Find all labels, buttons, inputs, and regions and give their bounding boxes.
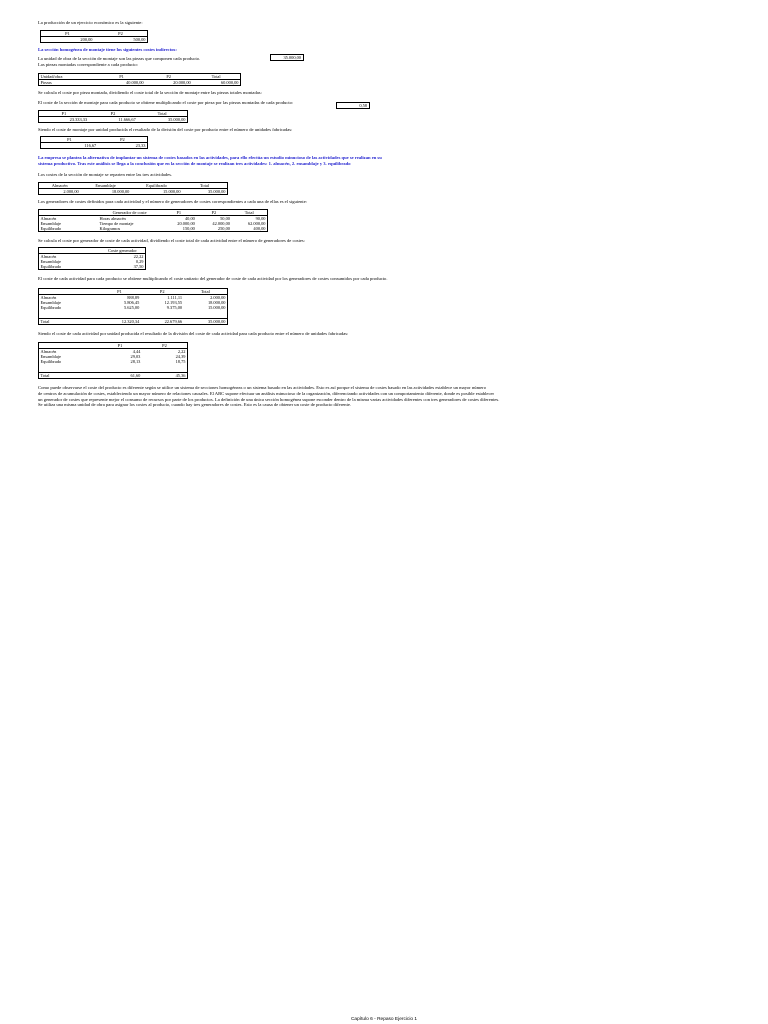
production-p1: 200,00 <box>80 36 93 42</box>
activities-header-total: Total <box>182 182 227 188</box>
activities-header-balancing: Equilibrado <box>131 182 182 188</box>
drivers-header-p2: P2 <box>196 209 231 215</box>
driver-cost-label: Ensamblaje <box>40 259 61 265</box>
abc-unit-header-p2: P2 <box>142 343 188 349</box>
activities-balancing: 15.000,00 <box>162 188 181 194</box>
drivers-text: Los generadores de costes definidos para cada actividad y el número de generadores de costes correspondientes a cada una de ellas es el siguiente: <box>38 198 308 204</box>
activity-product-total-p2: 22.679,66 <box>164 318 183 324</box>
unit-cost-header-p1: P1 <box>41 137 98 143</box>
abc-unit-total-p1: 61,60 <box>130 373 141 379</box>
unit-of-work-line2: Las piezas montadas correspondiente a cada producto: <box>38 61 139 67</box>
production-table <box>40 30 148 43</box>
activities-header-storage: Almacén <box>39 182 81 188</box>
abc-unit-total-label: Total <box>40 373 50 379</box>
unit-cost-table <box>40 136 148 149</box>
pieces-header-p1: P1 <box>98 74 145 80</box>
rate-text: Se calcula el coste por pieza montada, dividiendo el coste total de la sección de montaje entre las piezas totales montadas: <box>38 90 262 96</box>
pieces-header-unit: Unidad/obra <box>39 74 99 80</box>
unit-cost-text: Siendo el coste de montaje por unidad producida el resultado de la división del coste por producto entre el número de unidades fabricadas: <box>38 126 293 132</box>
activity-product-label: Almacén <box>40 294 57 300</box>
activities-header-assembly: Ensamblaje <box>80 182 131 188</box>
activity-product-label: Equilibrado <box>40 304 62 310</box>
product-cost-p1: 23.333,33 <box>69 116 88 122</box>
activities-assembly: 18.000,00 <box>111 188 130 194</box>
pieces-p2: 20.000,00 <box>173 80 191 86</box>
drivers-row-p2: 50,00 <box>220 215 230 221</box>
table-row <box>39 226 268 232</box>
production-p2: 500,00 <box>133 36 146 42</box>
activity-product-total-label: Total <box>40 318 50 324</box>
driver-cost-label: Equilibrado <box>40 264 62 270</box>
driver-cost-header: Coste generador <box>100 248 146 254</box>
drivers-row-p1: 150,00 <box>182 225 195 231</box>
abc-unit-table <box>38 342 188 379</box>
product-cost-header-p1: P1 <box>39 110 89 116</box>
section-title: La sección homogénea de montaje tiene los siguientes costes indirectos: <box>38 46 177 52</box>
split-text: Los costes de la sección de montaje se reparten entre las tres actividades. <box>38 172 173 178</box>
activities-table <box>38 182 228 195</box>
drivers-row-total: 400,00 <box>253 225 266 231</box>
drivers-header-p1: P1 <box>161 209 196 215</box>
pieces-label: Piezas <box>40 80 52 86</box>
product-cost-total: 35.000,00 <box>167 116 186 122</box>
activity-product-p1: 5.806,45 <box>123 299 140 305</box>
abc-unit-p2: 2,22 <box>177 349 186 355</box>
abc-unit-total-p2: 45,36 <box>175 373 186 379</box>
driver-cost-value: 37,50 <box>133 264 144 270</box>
drivers-table <box>38 209 268 232</box>
driver-cost-text: Se calcula el coste por generador de coste de cada actividad, dividiendo el coste total de cada actividad entre el número de generadores de costes: <box>38 237 305 243</box>
unit-of-work-line1: La unidad de obra de la sección de montaje son las piezas que componen cada producto. <box>38 56 201 62</box>
activity-product-p1: 5.625,00 <box>123 304 140 310</box>
drivers-row-p2: 250,00 <box>217 225 230 231</box>
abc-text-line1: La empresa se plantea la alternativa de implantar un sistema de costes basados en las actividades, para ello efectúa un estudio minucioso de las actividades que se realizan en su <box>38 155 382 161</box>
activity-product-total-total: 35.000,00 <box>207 318 226 324</box>
drivers-row-generator: Horas almacén <box>99 215 126 221</box>
drivers-row-generator: Tiempo de montaje <box>99 220 134 226</box>
intro-text: La producción de un ejercicio económico es la siguiente: <box>38 20 143 25</box>
activity-product-p2: 12.193,55 <box>164 299 183 305</box>
abc-unit-label: Almacén <box>40 349 57 355</box>
abc-unit-p2: 24,39 <box>175 354 186 360</box>
table-total-row <box>39 318 228 324</box>
drivers-row-p1: 20.000,00 <box>177 220 195 226</box>
drivers-row-total: 90,00 <box>255 215 266 221</box>
driver-cost-label: Almacén <box>40 254 57 260</box>
pieces-p1: 40.000,00 <box>126 80 144 86</box>
activity-product-header-p1: P1 <box>98 288 141 294</box>
activities-storage: 2.000,00 <box>63 188 79 194</box>
drivers-row-total: 62.000,00 <box>247 220 266 226</box>
drivers-row-p1: 40,00 <box>184 215 195 221</box>
activity-product-header-p2: P2 <box>141 288 184 294</box>
activity-product-p2: 9.375,00 <box>166 304 183 310</box>
pieces-table <box>38 73 241 86</box>
pieces-header-p2: P2 <box>145 74 192 80</box>
table-row <box>39 264 146 270</box>
conclusion-line3: un generador de costes que represente mejor el consumo de recursos por parte de los productos. La definición de una única sección homogénea supone esconder dentro de la misma varias actividades diferentes con tres generadores de costes diferentes. <box>38 396 500 402</box>
product-cost-table <box>38 110 188 123</box>
abc-unit-label: Equilibrado <box>40 359 62 365</box>
activity-product-p2: 1.111,11 <box>167 294 183 300</box>
activity-product-total: 18.000,00 <box>207 299 226 305</box>
product-cost-text: El coste de la sección de montaje para cada producto se obtiene multiplicando el coste por pieza por las piezas montadas de cada producto: <box>38 99 294 105</box>
table-total-row <box>39 373 188 379</box>
product-cost-p2: 11.666,67 <box>118 116 136 122</box>
driver-cost-table <box>38 247 146 270</box>
drivers-header-generator: Generador de coste <box>98 209 161 215</box>
activity-product-label: Ensamblaje <box>40 299 61 305</box>
activity-product-p1: 888,89 <box>127 294 140 300</box>
abc-unit-p2: 18,75 <box>175 359 186 365</box>
section-cost-box: 35.000,00 <box>270 54 304 61</box>
abc-unit-text: Siendo el coste de cada actividad por unidad producida el resultado de la división del coste de cada actividad para cada producto entre el número de unidades fabricadas: <box>38 330 349 336</box>
activity-product-header-total: Total <box>184 288 228 294</box>
production-header-p1: P1 <box>41 30 95 36</box>
activity-product-total: 15.000,00 <box>207 304 226 310</box>
abc-text-line2: sistema productivo. Tras este análisis se llega a la conclusión que en la sección de montaje se realizan tres actividades: 1. almacén, 2. ensamblaje y 3. equilibrado <box>38 160 351 166</box>
conclusion-line1: Como puede observarse el coste del producto es diferente según se utilice un sistema de secciones homogéneas o un sistema basado en las actividades. Esto es así porque el sistema de costes basado en las actividades establece un mayor número <box>38 385 487 391</box>
drivers-row-generator: Kilogramos <box>99 225 121 231</box>
drivers-row-label: Almacén <box>40 215 57 221</box>
drivers-header-total: Total <box>231 209 267 215</box>
driver-cost-value: 0,29 <box>135 259 144 265</box>
abc-unit-label: Ensamblaje <box>40 354 61 360</box>
abc-unit-header-p1: P1 <box>98 343 142 349</box>
product-cost-header-p2: P2 <box>89 110 138 116</box>
activities-total: 35.000,00 <box>207 188 226 194</box>
driver-cost-value: 22,22 <box>133 254 144 260</box>
page-footer: Capítulo 6 - Repaso Ejercicio 1 <box>350 1017 418 1022</box>
pieces-header-total: Total <box>192 74 240 80</box>
activity-product-text: El coste de cada actividad para cada producto se obtiene multiplicando el coste unitario del generador de coste de cada actividad por los generadores de costes consumidos por cada producto. <box>38 276 388 282</box>
abc-unit-p1: 28,13 <box>130 359 141 365</box>
abc-unit-p1: 29,03 <box>130 354 141 360</box>
abc-unit-p1: 4,44 <box>132 349 141 355</box>
unit-cost-p2: 23,33 <box>135 143 146 149</box>
production-header-p2: P2 <box>94 30 148 36</box>
pieces-total: 60.000,00 <box>220 80 239 86</box>
drivers-row-label: Equilibrado <box>40 225 62 231</box>
rate-value-box: 0,58 <box>336 102 370 109</box>
activity-product-table <box>38 288 228 325</box>
drivers-row-p2: 42.000,00 <box>212 220 230 226</box>
activity-product-total-p1: 12.320,34 <box>121 318 140 324</box>
spreadsheet-page <box>38 20 738 408</box>
unit-cost-p1: 116,67 <box>84 143 97 149</box>
activity-product-total: 2.000,00 <box>210 294 226 300</box>
product-cost-header-total: Total <box>137 110 187 116</box>
conclusion-line2: de centros de acumulación de costes, estableciendo un mayor número de relaciones causales. El ABC supone efectuar un análisis minucioso de la organización, diferenciando actividades con un comportamiento diferente, donde es posible establecer <box>38 390 495 396</box>
unit-cost-header-p2: P2 <box>98 137 148 143</box>
conclusion-line4: Se utiliza una misma unidad de obra para asignar los costes al producto, cuando hay tres generadores de costes. Esto es la causa de obtener un coste de producto diferente. <box>38 402 352 408</box>
drivers-row-label: Ensamblaje <box>40 220 61 226</box>
